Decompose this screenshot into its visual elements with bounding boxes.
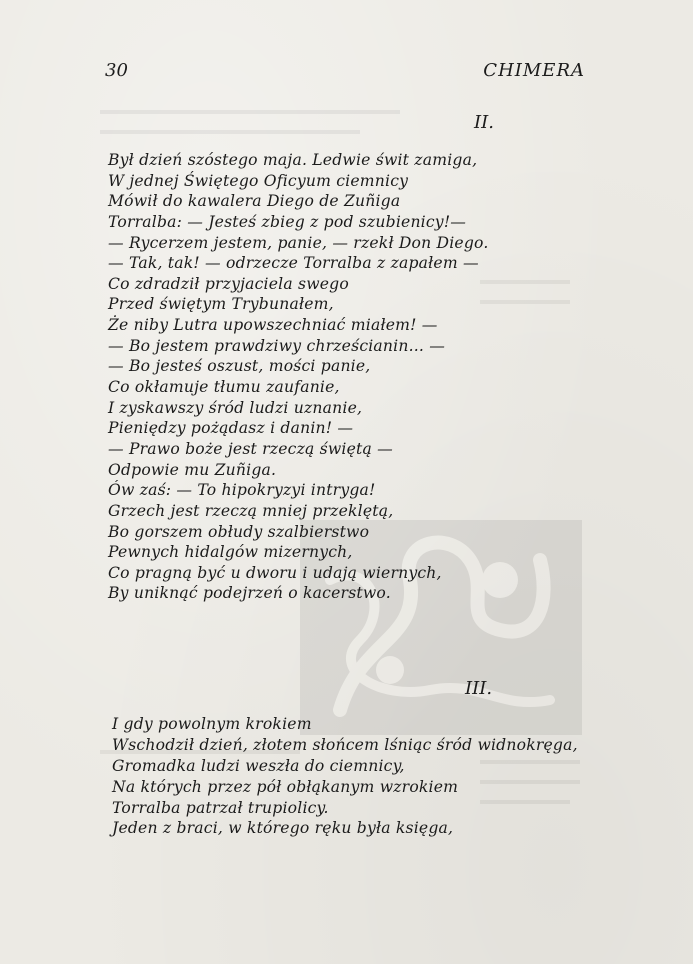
poem-line: Torralba: — Jesteś zbieg z pod szubienicy!—	[108, 212, 467, 231]
page-number: 30	[105, 60, 128, 81]
poem-line: Przed świętym Trybunałem,	[108, 295, 334, 314]
poem-line: I zyskawszy śród ludzi uznanie,	[108, 398, 363, 417]
poem-line: Pieniędzy pożądasz i danin! —	[108, 419, 354, 438]
poem-line: Ów zaś: — To hipokryzyi intryga!	[108, 481, 376, 500]
poem-line: Co pragną być u dworu i udają wiernych,	[108, 563, 442, 582]
section-numeral: III.	[465, 678, 493, 699]
poem-line: By uniknąć podejrzeń o kacerstwo.	[108, 584, 391, 603]
poem-line: Wschodził dzień, złotem słońcem lśniąc śród widnokręga,	[112, 735, 578, 754]
running-head: CHIMERA	[483, 60, 585, 81]
poem-line: — Prawo boże jest rzeczą świętą —	[108, 439, 393, 458]
poem-line: Co zdradził przyjaciela swego	[108, 274, 349, 293]
poem-line: Pewnych hidalgów mizernych,	[108, 543, 353, 562]
poem-line: — Tak, tak! — odrzecze Torralba z zapałem —	[108, 254, 479, 273]
poem-line: Torralba patrzał trupiolicy.	[112, 798, 329, 817]
poem-line: I gdy powolnym krokiem	[112, 715, 312, 733]
poem-line: Grzech jest rzeczą mniej przeklętą,	[108, 501, 394, 520]
poem-stanza	[108, 150, 489, 604]
poem-line: Co okłamuje tłumu zaufanie,	[108, 378, 340, 397]
poem-line: Że niby Lutra upowszechniać miałem! —	[108, 316, 438, 335]
poem-line: Gromadka ludzi weszła do ciemnicy,	[112, 756, 405, 775]
poem-line: — Rycerzem jestem, panie, — rzekł Don Diego.	[108, 233, 489, 252]
section-numeral: II.	[474, 112, 494, 133]
poem-line: Był dzień szóstego maja. Ledwie świt zamiga,	[108, 151, 478, 169]
poem-line: Na których przez pół obłąkanym wzrokiem	[112, 777, 459, 796]
poem-line: Mówił do kawalera Diego de Zuñiga	[108, 192, 401, 211]
poem-line: Bo gorszem obłudy szalbierstwo	[108, 522, 370, 541]
poem-stanza	[112, 714, 578, 839]
poem-line: Jeden z braci, w którego ręku była księga,	[112, 819, 454, 838]
poem-line: Odpowie mu Zuñiga.	[108, 460, 277, 479]
poem-line: — Bo jesteś oszust, mości panie,	[108, 357, 371, 376]
poem-line: W jednej Świętego Oficyum ciemnicy	[108, 171, 409, 190]
poem-line: — Bo jestem prawdziwy chrześcianin... —	[108, 336, 446, 355]
